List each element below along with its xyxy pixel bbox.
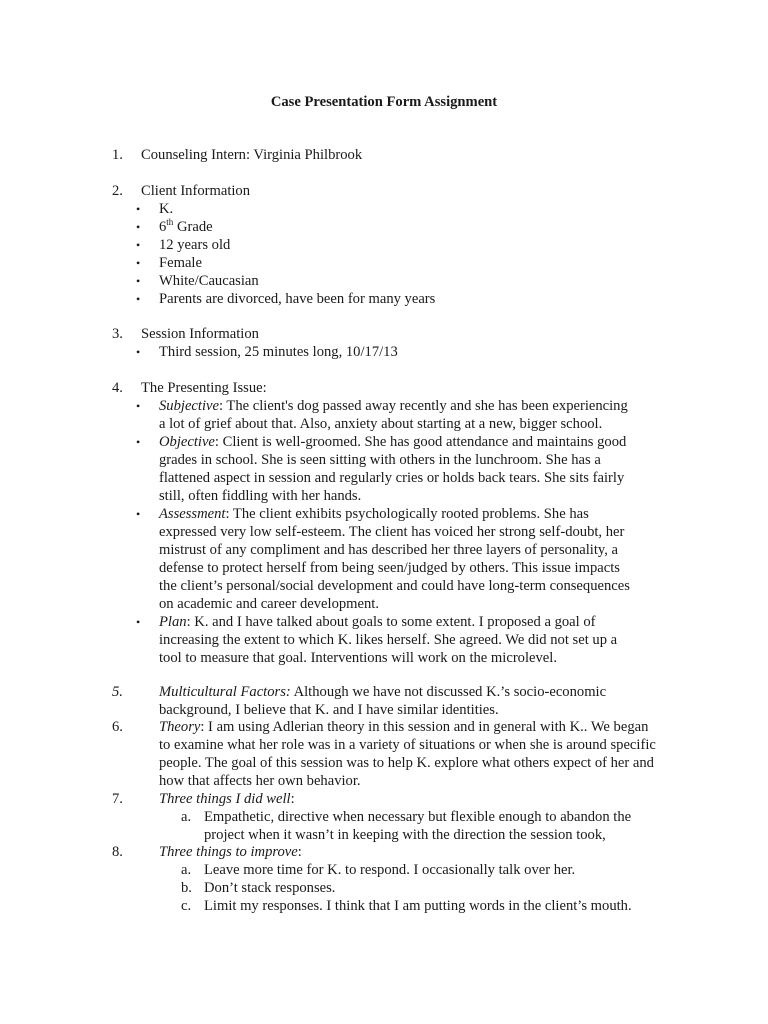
did-well-list — [181, 808, 657, 844]
item-number: 3. — [112, 326, 123, 342]
list-item: a. Leave more time for K. to respond. I occasionally talk over her. — [181, 862, 576, 878]
item-number: 5. — [112, 684, 123, 700]
item-number: 6. — [112, 719, 123, 735]
list-item: • Third session, 25 minutes long, 10/17/13 — [136, 344, 398, 360]
item-number: 8. — [112, 844, 123, 860]
list-item-plan: • Plan: K. and I have talked about goals to some extent. I proposed a goal of increasing the extent to which K. likes herself. She agreed. We did not set up a tool to measure that goal. Interventions will work on the microlevel. — [136, 614, 618, 666]
item-number: 1. — [112, 147, 123, 163]
list-item-objective: • Objective: Client is well-groomed. She has good attendance and maintains good grades in school. She is seen sitting with others in the lunchroom. She has a flattened aspect in session and regularly cries or holds back tears. She sits fairly still, often fiddling with her hands. — [136, 434, 627, 504]
list-item: b. Don’t stack responses. — [181, 880, 336, 896]
theory-text: Theory: I am using Adlerian theory in this session and in general with K.. We began to examine what her role was in a variety of situations or when she is around specific people. The goal of this session was to help K. explore what others expect of her and how that affects her own behavior. — [159, 719, 656, 789]
section-theory — [112, 718, 657, 790]
counseling-intern-text: Counseling Intern: Virginia Philbrook — [141, 147, 363, 163]
item-number: 7. — [112, 791, 123, 807]
list-item: • White/Caucasian — [136, 273, 259, 289]
presenting-issue-heading: The Presenting Issue: — [141, 380, 267, 396]
list-item: c. Limit my responses. I think that I am putting words in the client’s mouth. — [181, 898, 632, 914]
session-information-heading: Session Information — [141, 326, 259, 342]
client-information-list — [136, 200, 656, 308]
list-item-assessment: • Assessment: The client exhibits psychologically rooted problems. She has expressed very low self-esteem. The client has voiced her strong self-doubt, her mistrust of any compliment and has described her three layers of personality, a defense to protect herself from being seen/judged by others. This issue impacts the client’s personal/social development and could have long-term consequences on academic and career development. — [136, 506, 630, 612]
page-title: Case Presentation Form Assignment — [270, 94, 498, 110]
section-multicultural-factors — [112, 683, 657, 719]
client-information-heading: Client Information — [141, 183, 251, 199]
multicultural-factors-text: Multicultural Factors: Although we have not discussed K.’s socio-economic background, I believe that K. and I have similar identities. — [159, 684, 607, 718]
to-improve-heading: Three things to improve: — [159, 844, 302, 860]
list-item: • 6th Grade — [136, 217, 213, 235]
session-information-list — [136, 343, 656, 361]
presenting-issue-list — [136, 397, 636, 667]
item-number: 2. — [112, 183, 123, 199]
list-item: • Parents are divorced, have been for many years — [136, 291, 436, 307]
did-well-heading: Three things I did well: — [159, 791, 295, 807]
section-did-well — [112, 790, 657, 844]
list-item: • 12 years old — [136, 237, 231, 253]
list-item: a. Empathetic, directive when necessary but flexible enough to abandon the project when it wasn’t in keeping with the direction the session took, — [181, 809, 632, 843]
section-to-improve — [112, 843, 657, 915]
list-item: • Female — [136, 255, 202, 271]
list-item: • K. — [136, 201, 174, 217]
item-number: 4. — [112, 380, 123, 396]
list-item-subjective: • Subjective: The client's dog passed away recently and she has been experiencing a lot of grief about that. Also, anxiety about starting at a new, bigger school. — [136, 398, 628, 432]
to-improve-list — [181, 861, 657, 915]
